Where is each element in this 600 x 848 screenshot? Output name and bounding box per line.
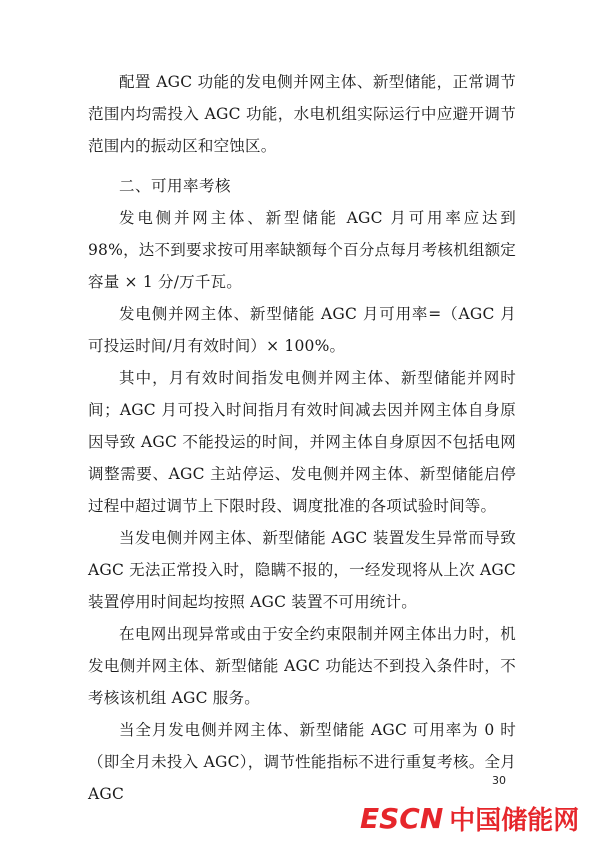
paragraph-zero-availability: 当全月发电侧并网主体、新型储能 AGC 可用率为 0 时（即全月未投入 AGC），调节性能指标不进行重复考核。全月 AGC bbox=[88, 721, 516, 803]
watermark-cjk-text: 中国储能网 bbox=[449, 805, 580, 836]
paragraph-effective-time-definition: 其中，月有效时间指发电侧并网主体、新型储能并网时间；AGC 月可投入时间指月有效时间减去因并网主体自身原因导致 AGC 不能投运的时间，并网主体自身原因不包括电网调整需要、AGC 主站停运、发电侧并网主体、新型储能启停过程中超过调节上下限时段、调度批准的各项试验时间等。 bbox=[88, 369, 516, 515]
escn-watermark-logo bbox=[360, 800, 579, 836]
paragraph-availability-formula: 发电侧并网主体、新型储能 AGC 月可用率=（AGC 月可投运时间/月有效时间）× 100%。 bbox=[88, 305, 516, 355]
paragraph-agc-function: 配置 AGC 功能的发电侧并网主体、新型储能，正常调节范围内均需投入 AGC 功能，水电机组实际运行中应避开调节范围内的振动区和空蚀区。 bbox=[88, 73, 516, 155]
page-number: 30 bbox=[492, 774, 506, 787]
paragraph-abnormal-device: 当发电侧并网主体、新型储能 AGC 装置发生异常而导致 AGC 无法正常投入时，隐瞒不报的，一经发现将从上次 AGC 装置停用时间起均按照 AGC 装置不可用统计。 bbox=[88, 529, 516, 611]
paragraph-availability-requirement: 发电侧并网主体、新型储能 AGC 月可用率应达到 98%，达不到要求按可用率缺额每个百分点每月考核机组额定容量 × 1 分/万千瓦。 bbox=[88, 209, 516, 291]
section-heading-availability: 二、可用率考核 bbox=[119, 177, 232, 195]
watermark-latin-text: ESCN bbox=[360, 801, 444, 835]
paragraph-grid-exception: 在电网出现异常或由于安全约束限制并网主体出力时，机发电侧并网主体、新型储能 AGC 功能达不到投入条件时，不考核该机组 AGC 服务。 bbox=[88, 625, 516, 707]
